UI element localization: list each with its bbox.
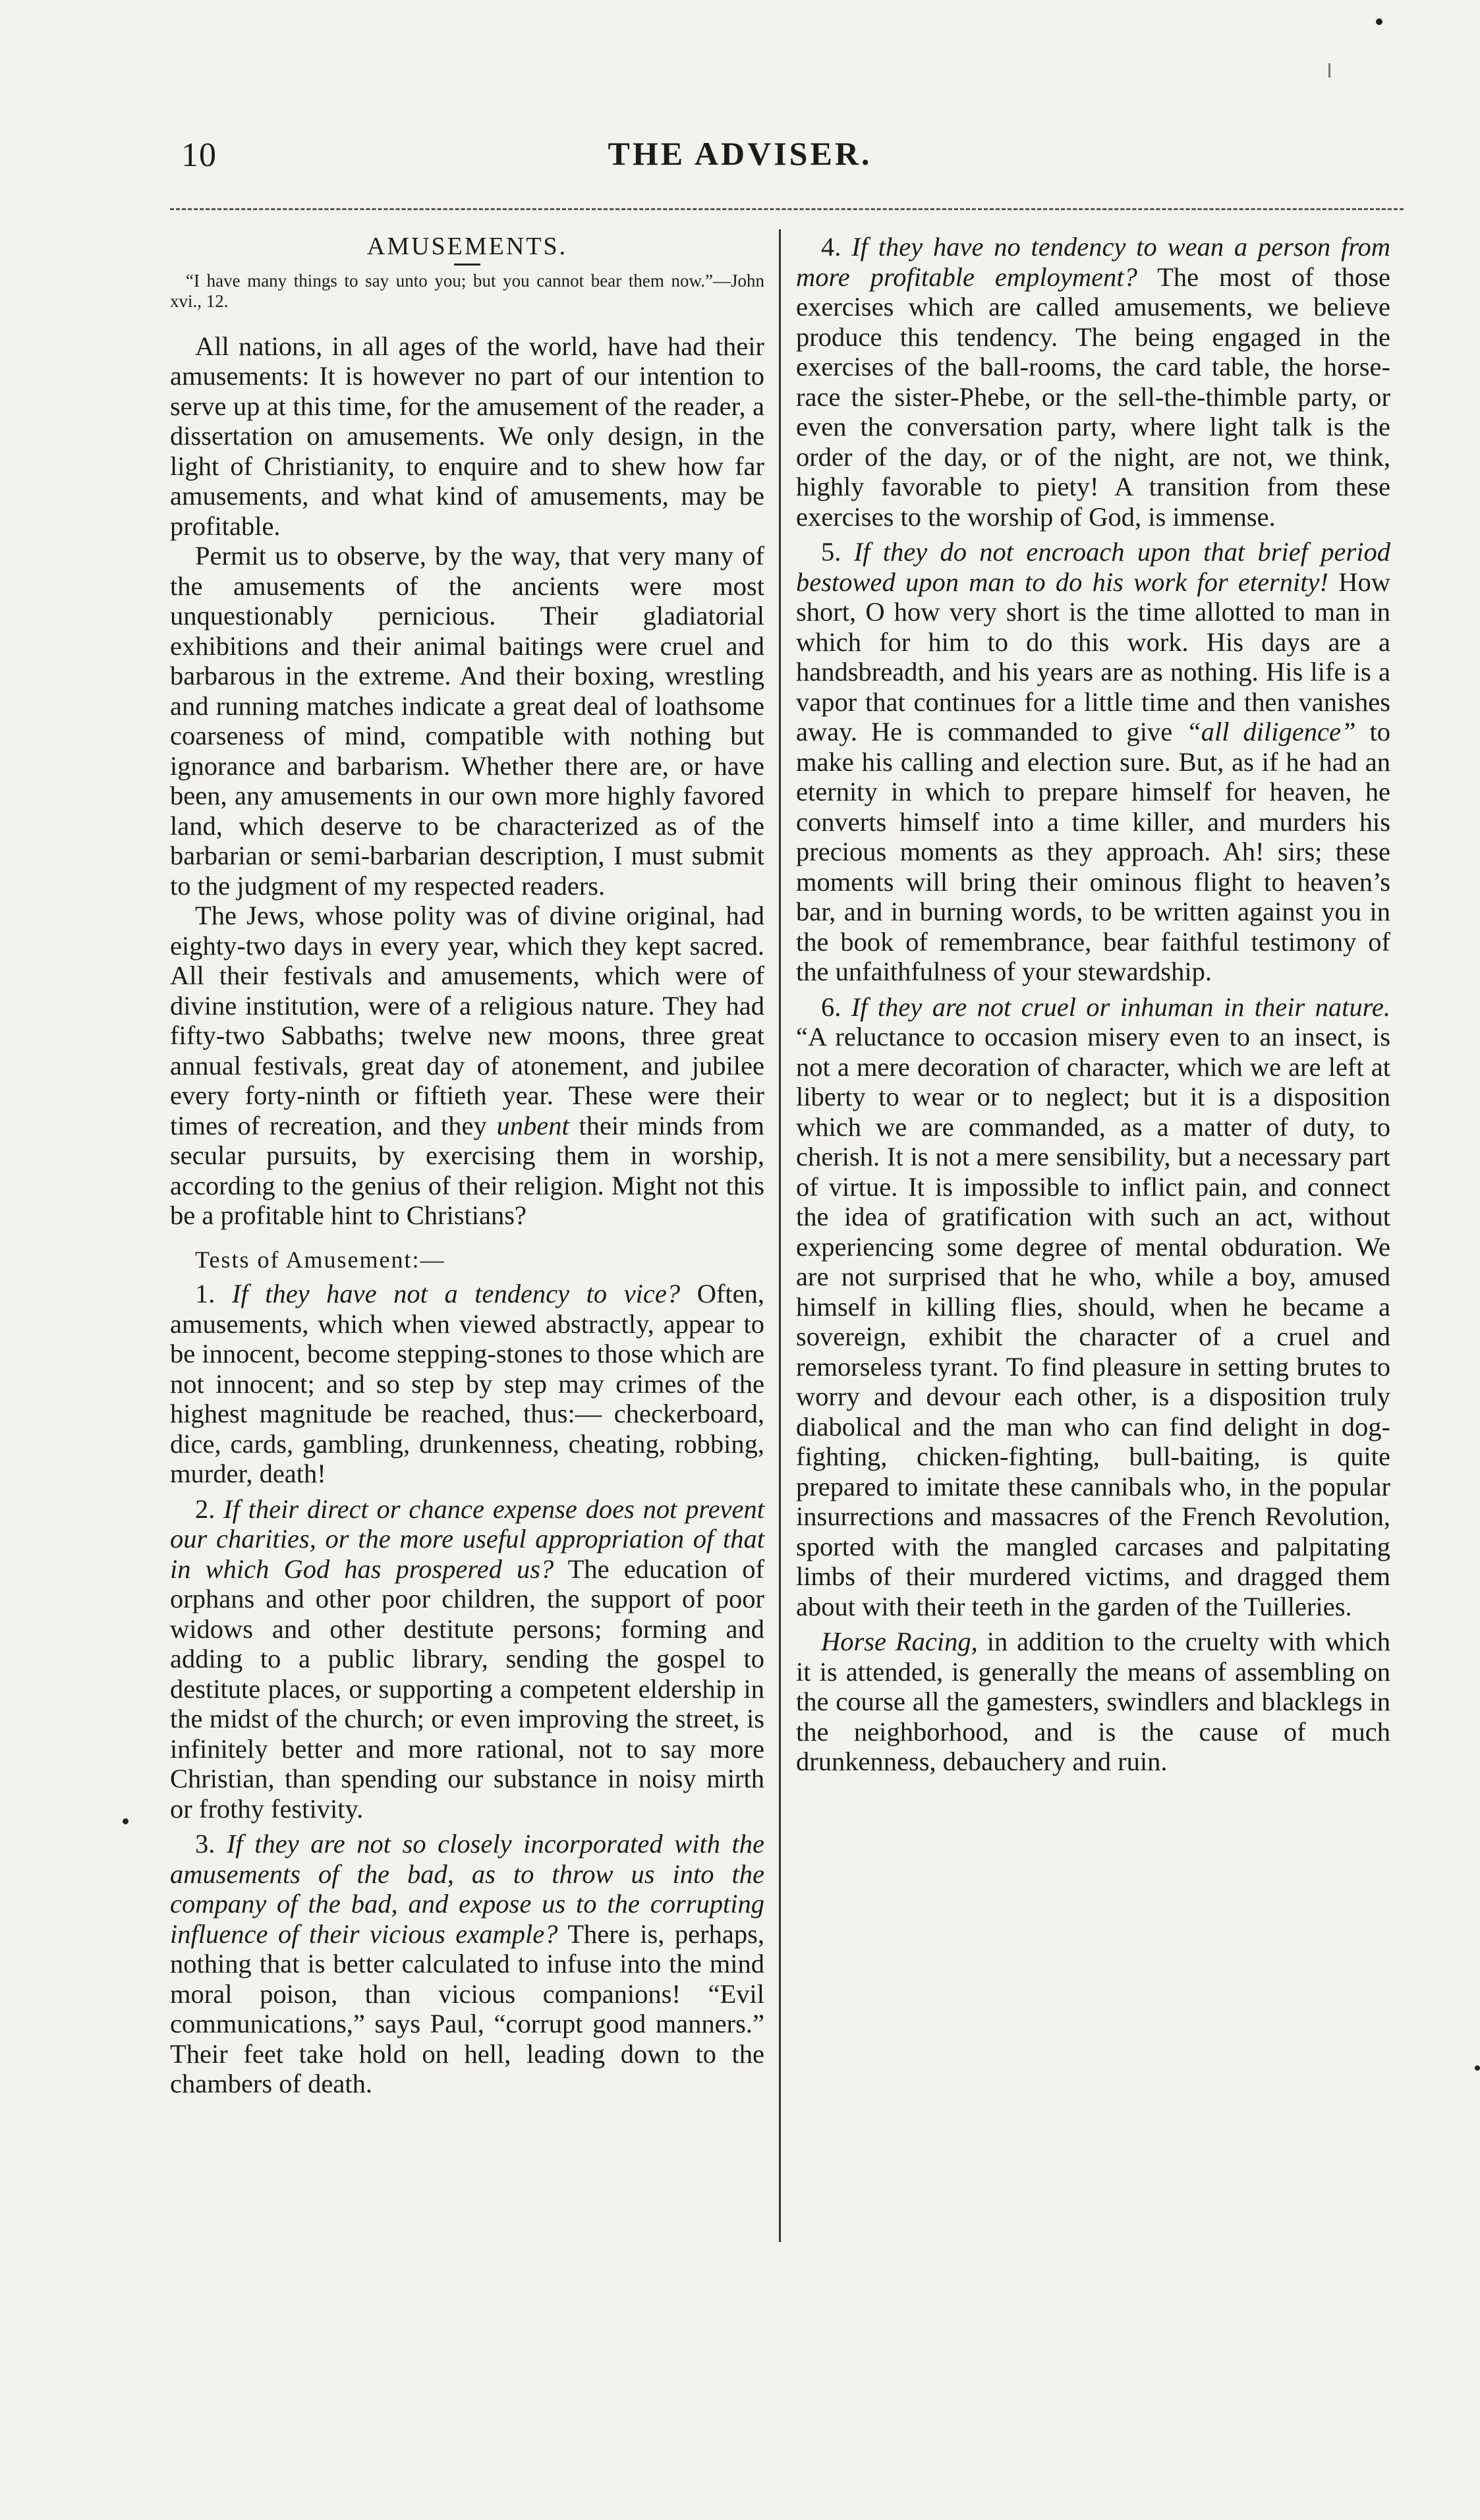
running-title: THE ADVISER. (608, 135, 872, 172)
test-question: If they have no tendency to wean a person from more profitable employment? (796, 232, 1390, 292)
test-item-4 (796, 232, 1390, 532)
horse-racing-label: Horse Racing, (821, 1627, 978, 1656)
test-question: If they have not a tendency to vice? (231, 1279, 681, 1308)
article-title: AMUSEMENTS. (366, 233, 568, 260)
page-number: 10 (181, 136, 217, 174)
ink-mark (1328, 63, 1330, 78)
test-item-6 (796, 992, 1390, 1622)
intro-text: their minds from secular pursuits, by exercising them in worship, according to the genius of their religion. Might not this be a profitable hint to Christians? (170, 1110, 764, 1230)
test-quote: “all diligence” (1186, 717, 1356, 746)
test-question: If they do not encroach upon that brief period bestowed upon man to do his work for eternity! (796, 537, 1390, 597)
ink-speck (1376, 18, 1382, 25)
test-body: “A reluctance to occasion misery even to an insect, is not a mere decoration of character, which we are left at liberty to wear or to neglect; but it is a disposition which we are commanded, as a matter of duty, to cherish. It is not a mere sensibility, but a necessary part of virtue. It is impossible to inflict pain, and connect the idea of gratification with such an act, without experiencing some degree of mental obduration. We are not surprised that he who, while a boy, amused himself in killing flies, should, when he became a sovereign, exhibit the character of a cruel and remorseless tyrant. To find pleasure in setting brutes to worry and devour each other, is a disposition truly diabolical and the man who can find delight in dog-fighting, chicken-fighting, bull-baiting, is quite prepared to imitate these cannibals who, in the popular insurrections and massacres of the French Revolution, sported with the mangled carcases and palpitating limbs of their murdered victims, and dragged them about with their teeth in the garden of the Tuilleries. (796, 1022, 1390, 1621)
intro-text: The Jews, whose polity was of divine original, had eighty-two days in every year, which they kept sacred. All their festivals and amusements, which were of divine institution, were of a religious nature. They had fifty-two Sabbaths; twelve new moons, three great annual festivals, great day of atonement, and jubilee every forty-ninth or fiftieth year. These were their times of recreation, and they (170, 901, 764, 1140)
left-column (170, 232, 764, 2099)
test-number: 3. (195, 1829, 215, 1859)
title-dash (454, 264, 480, 266)
test-body: Often, amusements, which when viewed abstractly, appear to be innocent, become stepping-stones to those which are not innocent; and so step by step may crimes of the highest magnitude be reached, thus:— checkerboard, dice, cards, gambling, drunkenness, cheating, robbing, murder, death! (170, 1279, 765, 1488)
header-rule (170, 208, 1404, 210)
test-number: 5. (821, 537, 841, 567)
margin-ink-dot (123, 1818, 128, 1824)
intro-paragraph (170, 901, 764, 1231)
test-number: 1. (195, 1279, 215, 1308)
test-number: 2. (195, 1494, 215, 1524)
test-item-5 (796, 537, 1390, 987)
test-question: If they are not so closely incorporated with the amusements of the bad, as to throw us into the company of the bad, and expose us to the corrupting influence of their vicious example? (170, 1829, 765, 1949)
test-body: The education of orphans and other poor children, the support of poor widows and other destitute persons; forming and adding to a public library, sending the gospel to destitute places, or supporting a competent eldership in the midst of the church; or even improving the street, is infinitely better and more rational, not to say more Christian, than spending our substance in noisy mirth or frothy festivity. (170, 1554, 764, 1824)
test-item-2 (170, 1494, 764, 1824)
test-body: There is, perhaps, nothing that is better calculated to infuse into the mind moral poison, than vicious companions! “Evil communications,” says Paul, “corrupt good manners.” Their feet take hold on hell, leading down to the chambers of death. (170, 1918, 764, 2098)
test-question: If they are not cruel or inhuman in their nature. (851, 992, 1390, 1022)
column-divider (779, 229, 781, 2242)
test-number: 6. (821, 992, 841, 1022)
intro-paragraph: All nations, in all ages of the world, have had their amusements: It is however no part of our intention to serve up at this time, for the amusement of the reader, a dissertation on amusements. We only design, in the light of Christianity, to enquire and to shew how far amusements, and what kind of amusements, may be profitable. (170, 331, 764, 541)
test-number: 4. (821, 232, 841, 262)
right-column (796, 232, 1390, 1777)
test-body: to make his calling and election sure. But, as if he had an eternity in which to prepare himself for heaven, he converts himself into a time killer, and murders his precious moments as they approach. Ah! sirs; these moments will bring their ominous flight to heaven’s bar, and in burning words, to be written against you in the book of remembrance, bear faithful testimony of the unfaithfulness of your stewardship. (796, 717, 1391, 986)
horse-racing-body: in addition to the cruelty with which it is attended, is generally the means of assembling on the course all the gamesters, swindlers and blacklegs in the neighborhood, and is the cause of much drunkenness, debauchery and ruin. (796, 1627, 1391, 1776)
intro-paragraph: Permit us to observe, by the way, that very many of the amusements of the ancients were most unquestionably pernicious. Their gladiatorial exhibitions and their animal baitings were cruel and barbarous in the extreme. And their boxing, wrestling and running matches indicate a great deal of loathsome coarseness of mind, compatible with nothing but ignorance and barbarism. Whether there are, or have been, any amusements in our own more highly favored land, which deserve to be characterized as of the barbarian or semi-barbarian description, I must submit to the judgment of my respected readers. (170, 541, 764, 901)
test-body: How short, O how very short is the time allotted to man in which for him to do this work. His days are a handsbreadth, and his years are as nothing. His life is a vapor that continues for a little time and then vanishes away. He is commanded to give (796, 567, 1391, 746)
horse-racing-paragraph (796, 1627, 1390, 1777)
epigraph: “I have many things to say unto you; but you cannot bear them now.”—John xvi., 12. (170, 270, 764, 311)
test-item-3 (170, 1829, 764, 2099)
margin-ink-dot-right (1475, 2065, 1480, 2071)
tests-heading: Tests of Amusement:— (195, 1246, 445, 1273)
test-item-1 (170, 1279, 764, 1489)
test-body: The most of those exercises which are called amusements, we believe produce this tendency. The being engaged in the exercises of the ball-rooms, the card table, the horse-race the sister-Phebe, or the sell-the-thimble party, or even the conversation party, where light talk is the order of the day, or of the night, are not, we think, highly favorable to piety! A transition from these exercises to the worship of God, is immense. (796, 262, 1390, 532)
intro-emphasis: unbent (496, 1110, 569, 1140)
test-question: If their direct or chance expense does not prevent our charities, or the more useful appropriation of that in which God has prospered us? (170, 1494, 765, 1584)
